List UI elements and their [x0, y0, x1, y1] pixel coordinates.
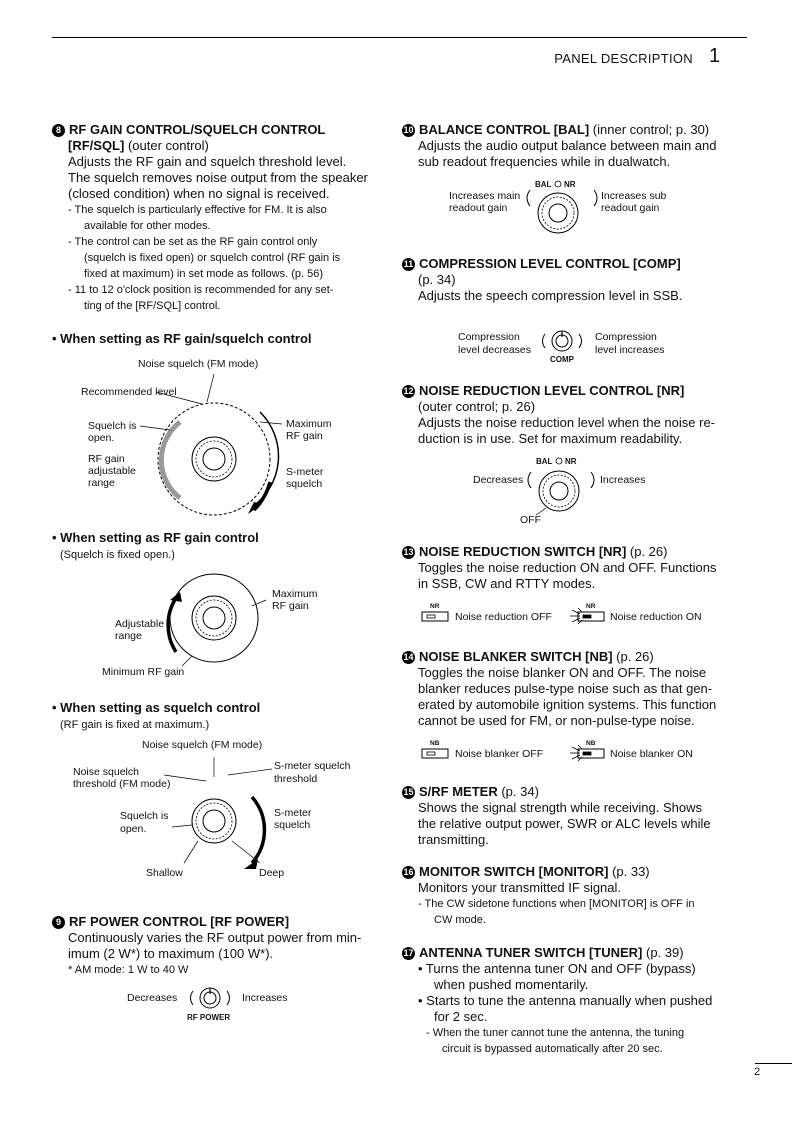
body-line: Adjusts the noise reduction level when the noise re- — [418, 415, 716, 430]
section-title-suffix: (outer control) — [124, 138, 209, 153]
switch-off-led-icon — [427, 615, 435, 618]
note-line: fixed at maximum) in set mode as follows. (p. 56) — [84, 268, 324, 280]
bottom-rule — [755, 1063, 792, 1064]
section-title-suffix: (p. 26) — [612, 649, 654, 664]
label: squelch — [286, 478, 323, 490]
body-line: Adjusts the RF gain and squelch threshold level. — [68, 154, 347, 169]
label: RF gain — [286, 430, 323, 442]
note-line: - The control can be set as the RF gain control only — [68, 236, 318, 248]
body-line: in SSB, CW and RTTY modes. — [418, 576, 596, 591]
label: adjustable — [88, 465, 136, 477]
knob-label-bal: BAL — [536, 457, 553, 466]
leader-line — [207, 374, 214, 402]
squelch-arc — [252, 797, 264, 863]
switch-label: NR — [586, 603, 596, 610]
subheading-note: (RF gain is fixed at maximum.) — [60, 719, 210, 731]
knob-inner — [203, 810, 225, 832]
section-title: NOISE REDUCTION SWITCH [NR] — [419, 544, 627, 559]
page-number: 2 — [754, 1066, 761, 1078]
section-title: NOISE REDUCTION LEVEL CONTROL [NR] — [419, 383, 685, 398]
top-rule — [52, 37, 747, 38]
label: Noise reduction OFF — [455, 611, 552, 623]
note-line: * AM mode: 1 W to 40 W — [68, 964, 189, 976]
section-number-badge: 11 — [403, 259, 414, 269]
label: Increases — [242, 992, 288, 1004]
diagram-nr — [470, 453, 680, 528]
section-title-suffix: (p. 26) — [626, 544, 668, 559]
label: Compression — [458, 331, 520, 343]
arrow-right — [594, 190, 597, 206]
switch-label: NR — [430, 603, 440, 610]
bullet-line: when pushed momentarily. — [434, 977, 589, 992]
body-line: Toggles the noise reduction ON and OFF. Functions — [418, 560, 717, 575]
label: range — [88, 477, 115, 489]
section-number-badge: 12 — [403, 386, 414, 396]
knob-label: COMP — [550, 355, 574, 364]
label: Decreases — [127, 992, 178, 1004]
section-11 — [402, 256, 724, 304]
body-line: cannot be used for FM, or non-pulse-type noise. — [418, 713, 695, 728]
section-8 — [52, 122, 372, 314]
section-title: COMPRESSION LEVEL CONTROL [COMP] — [419, 256, 681, 271]
bal-nr-marker — [555, 181, 561, 187]
label: Noise squelch (FM mode) — [138, 358, 259, 370]
label: Shallow — [146, 867, 183, 879]
note-line: ting of the [RF/SQL] control. — [84, 300, 221, 312]
knob-label: RF POWER — [187, 1013, 231, 1022]
knob-inner — [549, 204, 567, 222]
body-line: erated by automobile ignition systems. This function — [418, 697, 717, 712]
section-12 — [402, 383, 724, 447]
note-line: - The CW sidetone functions when [MONITOR] is OFF in — [418, 898, 695, 910]
subheading-note: (Squelch is fixed open.) — [60, 549, 175, 561]
body-line: Continuously varies the RF output power from min- — [68, 930, 362, 945]
section-ref: (outer control; p. 26) — [418, 399, 536, 414]
section-14 — [402, 649, 724, 729]
label: Noise reduction ON — [610, 611, 702, 623]
knob-inner — [203, 448, 225, 470]
section-title-suffix: (p. 39) — [642, 945, 684, 960]
section-number-badge: 16 — [403, 867, 414, 877]
knob-label-bal: BAL — [535, 180, 552, 189]
section-number-badge: 13 — [403, 547, 414, 557]
section-number-badge: 9 — [52, 916, 65, 929]
section-16 — [402, 864, 724, 928]
leader-line — [184, 841, 198, 863]
section-title: BALANCE CONTROL [BAL] — [419, 122, 590, 137]
body-line: the relative output power, SWR or ALC levels while — [418, 816, 711, 831]
arrow-left — [191, 991, 194, 1005]
label: range — [115, 630, 142, 642]
label: Increases main — [449, 190, 521, 202]
body-line: transmitting. — [418, 832, 489, 847]
section-title: MONITOR SWITCH [MONITOR] — [419, 864, 609, 879]
arrow-right — [591, 472, 594, 488]
body-line: imum (2 W*) to maximum (100 W*). — [68, 946, 274, 961]
label: Maximum — [286, 418, 332, 430]
section-title: ANTENNA TUNER SWITCH [TUNER] — [419, 945, 643, 960]
label: OFF — [520, 514, 541, 526]
diagram-squelch — [52, 737, 372, 887]
label: threshold (FM mode) — [73, 778, 171, 790]
section-9 — [52, 914, 372, 978]
section-title: S/RF METER — [419, 784, 498, 799]
label: open. — [120, 823, 147, 835]
body-line: (closed condition) when no signal is received. — [68, 186, 330, 201]
label: Noise blanker ON — [610, 748, 693, 760]
section-title-suffix: (inner control; p. 30) — [589, 122, 710, 137]
label: Deep — [259, 867, 285, 879]
arrow-left — [528, 472, 531, 488]
note-line: - The squelch is particularly effective for FM. It is also — [68, 204, 327, 216]
switch-on-led-icon — [583, 752, 591, 755]
label: squelch — [274, 819, 311, 831]
section-15 — [402, 784, 724, 848]
label: readout gain — [601, 202, 660, 214]
label: Decreases — [473, 474, 524, 486]
label: S-meter — [274, 807, 312, 819]
section-number-badge: 14 — [403, 652, 414, 662]
bal-nr-marker — [556, 458, 562, 464]
body-line: Adjusts the speech compression level in SSB. — [418, 288, 683, 303]
switch-on-led-icon — [583, 615, 591, 618]
body-line: duction is in use. Set for maximum readability. — [418, 431, 683, 446]
arrowhead — [248, 502, 262, 514]
diagram-nr-switch — [420, 600, 720, 628]
note-line: - When the tuner cannot tune the antenna, the tuning — [426, 1027, 685, 1039]
leader-line — [172, 825, 192, 827]
section-number-badge: 10 — [403, 125, 414, 135]
diagram-comp — [455, 326, 685, 366]
leader-line — [260, 422, 282, 424]
section-number-badge: 15 — [403, 787, 414, 797]
leader-line — [182, 656, 192, 666]
label: Squelch is — [120, 810, 169, 822]
subheading-rf-gain: • When setting as RF gain control — [52, 530, 259, 545]
section-title-2: [RF/SQL] — [68, 138, 125, 153]
body-line: blanker reduces pulse-type noise such as that gen- — [418, 681, 713, 696]
label: Compression — [595, 331, 657, 343]
diagram-rf-gain — [52, 570, 372, 690]
section-10 — [402, 122, 724, 170]
section-title: RF POWER CONTROL [RF POWER] — [69, 914, 290, 929]
subheading-rf-gain-squelch: • When setting as RF gain/squelch control — [52, 331, 312, 346]
leader-line — [232, 841, 260, 863]
page-header-title: PANEL DESCRIPTION — [554, 51, 693, 66]
switch-off-led-icon — [427, 752, 435, 755]
body-line: Adjusts the audio output balance between main and — [418, 138, 717, 153]
section-title: RF GAIN CONTROL/SQUELCH CONTROL — [69, 122, 326, 137]
section-ref: (p. 34) — [418, 272, 456, 287]
label: threshold — [274, 773, 318, 785]
ray — [578, 745, 582, 749]
label: Increases sub — [601, 190, 667, 202]
note-line: circuit is bypassed automatically after 20 sec. — [442, 1043, 663, 1055]
section-17 — [402, 945, 724, 1057]
section-13 — [402, 544, 724, 592]
chapter-number: 1 — [709, 45, 721, 67]
label: Minimum RF gain — [102, 666, 185, 678]
knob-inner — [203, 607, 225, 629]
section-number-badge: 17 — [403, 948, 414, 958]
leader-line — [228, 769, 272, 775]
diagram-nb-switch — [420, 737, 720, 765]
adjustable-arc — [168, 598, 176, 652]
arrow-right — [579, 334, 582, 348]
section-title: NOISE BLANKER SWITCH [NB] — [419, 649, 613, 664]
label: Recommended level — [81, 386, 177, 398]
label: RF gain — [88, 453, 125, 465]
diagram-rf-gain-squelch — [52, 352, 372, 522]
bullet-line: for 2 sec. — [434, 1009, 488, 1024]
note-line: (squelch is fixed open) or squelch control (RF gain is — [84, 252, 341, 264]
body-line: Toggles the noise blanker ON and OFF. The noise — [418, 665, 707, 680]
knob-inner — [550, 482, 568, 500]
subheading-squelch: • When setting as squelch control — [52, 700, 261, 715]
label: level decreases — [458, 344, 531, 356]
note-line: - 11 to 12 o'clock position is recommended for any set- — [68, 284, 334, 296]
label: Maximum — [272, 588, 318, 600]
switch-label: NB — [430, 740, 440, 747]
bullet-line: • Starts to tune the antenna manually when pushed — [418, 993, 713, 1008]
section-title-suffix: (p. 33) — [608, 864, 650, 879]
label: level increases — [595, 344, 665, 356]
body-line: Monitors your transmitted IF signal. — [418, 880, 622, 895]
label: Squelch is — [88, 420, 137, 432]
arrow-left — [527, 190, 530, 206]
section-title-suffix: (p. 34) — [497, 784, 539, 799]
label: RF gain — [272, 600, 309, 612]
bullet-line: • Turns the antenna tuner ON and OFF (bypass) — [418, 961, 696, 976]
arrow-left — [543, 334, 546, 348]
body-line: Shows the signal strength while receiving. Shows — [418, 800, 702, 815]
label: S-meter — [286, 466, 324, 478]
label: Noise squelch — [73, 766, 139, 778]
section-number-badge: 8 — [52, 124, 65, 137]
note-line: available for other modes. — [84, 220, 211, 232]
arrow-right — [227, 991, 230, 1005]
label: Increases — [600, 474, 646, 486]
ray — [578, 608, 582, 612]
label: Noise blanker OFF — [455, 748, 544, 760]
label: open. — [88, 432, 115, 444]
switch-label: NB — [586, 740, 596, 747]
knob-label-nr: NR — [564, 180, 576, 189]
label: readout gain — [449, 202, 508, 214]
body-line: sub readout frequencies while in dualwatch. — [418, 154, 671, 169]
leader-line — [140, 426, 170, 430]
diagram-balance — [440, 176, 680, 238]
arrowhead — [170, 592, 182, 602]
knob-label-nr: NR — [565, 457, 577, 466]
knob-diagram-2 — [52, 570, 372, 690]
label: S-meter squelch — [274, 760, 351, 772]
diagram-rf-power — [120, 985, 320, 1025]
body-line: The squelch removes noise output from the speaker — [68, 170, 368, 185]
note-line: CW mode. — [434, 914, 486, 926]
label: Noise squelch (FM mode) — [142, 739, 263, 751]
label: Adjustable — [115, 618, 165, 630]
